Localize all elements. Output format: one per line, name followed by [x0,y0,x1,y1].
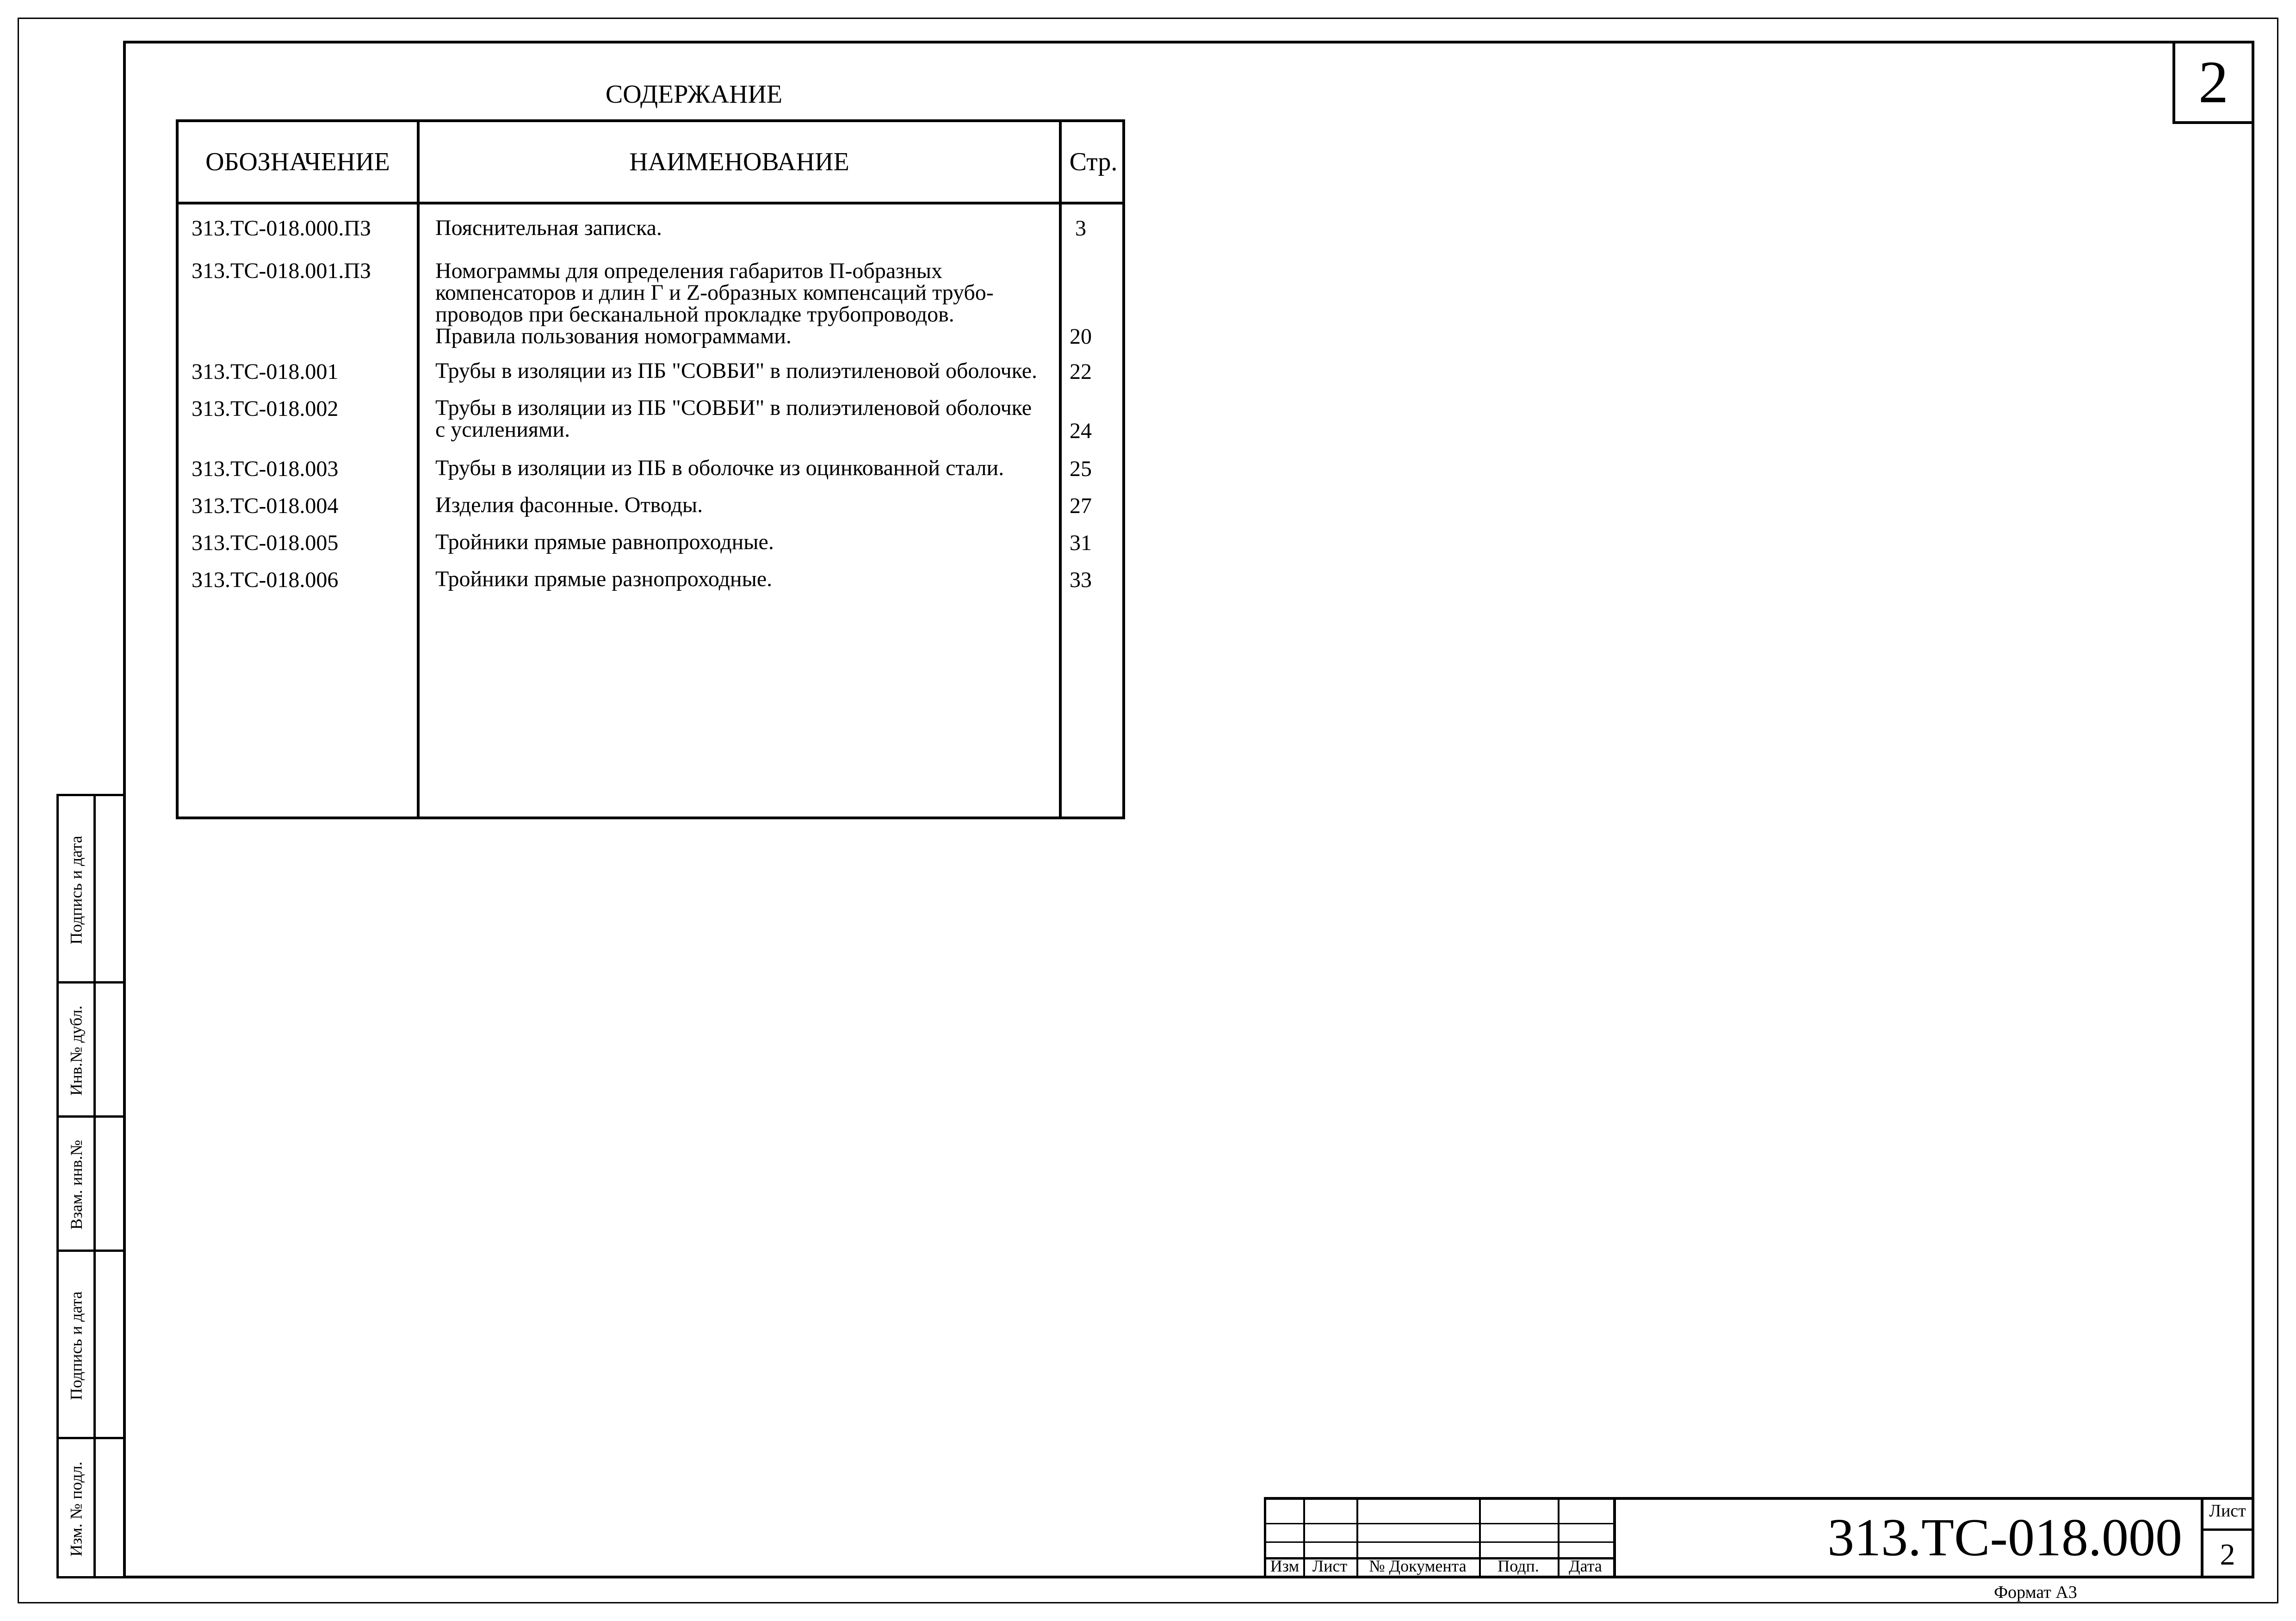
row-code: 313.ТС-018.006 [192,568,339,592]
column-divider-1 [417,122,420,817]
row-name [435,531,774,553]
row-code: 313.ТС-018.001 [192,359,339,384]
document-code: 313.ТС-018.000 [1827,1508,2182,1567]
row-name-line: Изделия фасонные. Отводы. [435,493,703,517]
grid-row-divider [1266,1523,1613,1524]
row-name [435,397,1032,440]
row-page: 33 [1070,568,1092,592]
column-caption-date: Дата [1569,1557,1602,1575]
row-code: 313.ТС-018.003 [192,457,339,481]
column-caption-signature: Подп. [1498,1557,1539,1575]
grid-row-divider [1266,1541,1613,1543]
row-name-line: Тройники прямые разнопроходные. [435,567,773,591]
side-blank-4 [93,1252,126,1439]
row-page: 22 [1070,359,1092,384]
row-name-line: Трубы в изоляции из ПБ "СОВБИ" в полиэтиленовой оболочке. [435,359,1038,383]
row-name-line: Номограммы для определения габаритов П-образных [435,259,943,283]
row-name-line: Трубы в изоляции из ПБ в оболочке из оцинкованной стали. [435,456,1004,480]
row-name [435,217,662,239]
header-name: НАИМЕНОВАНИЕ [629,148,849,176]
column-caption-change: Изм [1270,1557,1300,1575]
page-number-corner [2172,41,2254,124]
sheet-label: Лист [2209,1501,2246,1521]
row-name-line: Трубы в изоляции из ПБ "СОВБИ" в полиэтиленовой оболочке [435,396,1032,420]
row-name-line: Пояснительная записка. [435,216,662,240]
row-code: 313.ТС-018.000.ПЗ [192,216,371,241]
contents-title: СОДЕРЖАНИЕ [605,80,783,109]
row-name [435,568,772,590]
revision-grid [1264,1497,1613,1578]
side-blank-2 [93,984,126,1118]
header-page: Стр. [1069,148,1118,176]
row-page: 31 [1070,531,1092,555]
row-code: 313.ТС-018.001.ПЗ [192,259,371,283]
side-label-dup-inv: Инв.№ дубл. [67,1005,86,1096]
row-name-line: с усилениями. [435,417,570,442]
row-name [435,494,703,516]
row-name [435,260,994,347]
row-page: 24 [1070,419,1092,443]
contents-table [176,119,1125,819]
format-label: Формат А3 [1994,1583,2077,1602]
row-page: 27 [1070,494,1092,518]
row-name [435,360,1037,382]
side-label-signature-date-1: Подпись и дата [67,835,86,944]
side-label-original-inv: Изм. № подл. [67,1461,86,1557]
column-caption-sheet: Лист [1312,1557,1348,1575]
side-label-replace-inv: Взам. инв.№ [67,1140,86,1230]
row-code: 313.ТС-018.005 [192,531,339,555]
row-code: 313.ТС-018.004 [192,494,339,518]
row-name-line: Тройники прямые равнопроходные. [435,530,774,554]
row-code: 313.ТС-018.002 [192,396,339,421]
row-name [435,457,1004,479]
side-blank-5 [93,1439,126,1578]
row-page: 3 [1075,216,1086,241]
column-caption-document: № Документа [1369,1557,1467,1575]
row-name-line: проводов при бесканальной прокладке трубопроводов. [435,302,954,327]
side-label-signature-date-2: Подпись и дата [67,1291,86,1400]
row-name-line: компенсаторов и длин Г и Z-образных компенсаций трубо- [435,280,994,305]
side-strip [56,794,126,1578]
side-blank-3 [93,1118,126,1252]
page-number: 2 [2198,49,2228,116]
row-page: 25 [1070,457,1092,481]
row-name-line: Правила пользования номограммами. [435,324,792,348]
sheet-value: 2 [2220,1538,2235,1572]
row-page: 20 [1070,324,1092,349]
header-code: ОБОЗНАЧЕНИЕ [205,148,390,176]
side-blank-1 [93,796,126,984]
sheet-box-divider [2201,1528,2254,1531]
header-divider [179,202,1122,204]
